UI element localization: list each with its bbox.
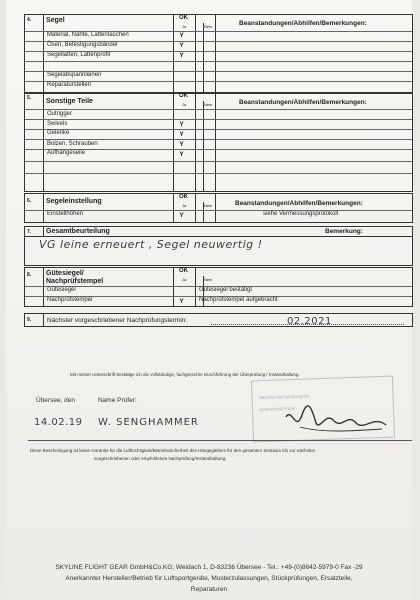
item-label: Bolzen, Schrauben	[47, 141, 98, 147]
section-gesamtbeurteilung	[24, 226, 413, 266]
inspector-name: W. SENGHAMMER	[98, 417, 199, 428]
section-number: 8.	[27, 272, 32, 278]
item-label: Gütesiegel	[47, 287, 76, 293]
ok-mark: Y	[179, 151, 184, 158]
confirmation-text: Mit meiner Unterschrift bestätige ich die vollständige, fachgerechte Durchführung der Überprüfung / Instandhaltung.	[70, 372, 300, 377]
item-label: Segellatten, Lattenprofil	[47, 52, 111, 58]
section-title: Segeleinstellung	[46, 198, 102, 205]
item-label: Outrigger	[47, 111, 73, 117]
inspection-sheet	[6, 0, 412, 600]
section-segel	[24, 14, 413, 94]
item-label: Gelenke	[47, 130, 70, 136]
ok-mark: Y	[179, 32, 184, 39]
footer-repairs: Reparaturen	[190, 586, 228, 593]
item-label: Reparaturstellen	[47, 82, 92, 88]
stamp-text: Unterschrift Prüfer	[258, 405, 296, 413]
ok-mark: Y	[179, 212, 184, 219]
section-number: 6.	[27, 198, 32, 204]
ok-mark: Y	[179, 131, 184, 138]
disclaimer-line-2: vorgeschriebenen oder empfohlenen Nachprüfung/Instandhaltung.	[94, 456, 227, 461]
remarks-header: Beanstandungen/Abhilfen/Bemerkungen:	[239, 20, 367, 27]
item-label: Segelabspannleinen	[47, 72, 102, 78]
ja-label: Ja	[182, 24, 187, 29]
place-label: Übersee, den	[36, 397, 76, 404]
section-title: Gütesiegel/	[46, 270, 84, 277]
section-sonstige-teile	[24, 92, 413, 192]
item-label: Einstellhöhen	[47, 211, 84, 217]
ok-mark: Y	[179, 52, 184, 59]
ok-mark: Y	[179, 121, 184, 128]
nein-label: Nein	[204, 203, 213, 208]
signature-line	[28, 440, 412, 441]
handwritten-date: 14.02.19	[34, 417, 83, 428]
bemerkung-header: Bemerkung:	[325, 228, 363, 235]
stamp-text: Nächste Nachprüfung bis	[258, 393, 310, 401]
ok-header: OK	[179, 194, 188, 200]
section-title: Nachprüfstempel	[46, 278, 104, 285]
item-label: Ösen, Befestigungsbänder	[47, 42, 119, 48]
ja-label: Ja	[182, 203, 187, 208]
nein-label: Nein	[204, 102, 213, 107]
ja-label: Ja	[182, 102, 187, 107]
item-remark: siehe Vermessungsprotokoll	[263, 211, 339, 217]
section-number: 4.	[27, 17, 32, 23]
ok-header: OK	[179, 93, 188, 99]
termin-date: 02.2021	[287, 316, 332, 327]
ja-label: Ja	[182, 277, 187, 282]
ok-mark: Y	[179, 298, 184, 305]
ok-header: OK	[179, 15, 188, 21]
section-number: 9.	[27, 317, 32, 323]
inspector-label: Name Prüfer:	[98, 397, 137, 404]
footer-company: SKYLINE FLIGHT GEAR GmbH&Co.KG; Weidach 1, D-83236 Übersee - Tel.: +49-(0)8642-5979-0 Fax -29	[55, 564, 363, 571]
item-label: Aufhängeseile	[47, 150, 86, 156]
ok-mark: Y	[179, 141, 184, 148]
termin-label: Nächster vorgeschriebener Nachprüfungstermin:	[47, 317, 188, 324]
footer-description: Anerkannter Hersteller/Betrieb für Luftsportgeräte, Musterzulassungen, Stückprüfungen, Ersatzteile,	[65, 575, 353, 582]
ok-header: OK	[179, 268, 188, 274]
nein-label: Nein	[204, 24, 213, 29]
section-naechster-termin	[24, 313, 413, 327]
ok-mark: Y	[179, 42, 184, 49]
signature-scribble	[282, 403, 392, 437]
item-label: Swivels	[47, 121, 68, 127]
section-segeleinstellung	[24, 193, 413, 223]
section-guetesiegel	[24, 267, 413, 307]
item-remark: Gütesiegel bestätigt	[199, 287, 253, 293]
nein-label: Nein	[204, 277, 213, 282]
remarks-header: Beanstandungen/Abhilfen/Bemerkungen:	[239, 99, 367, 106]
item-label: Material, Nähte, Lattentaschen	[47, 32, 129, 38]
item-remark: Nachprüfstempel aufgebracht	[199, 297, 278, 303]
section-title: Gesamtbeurteilung	[46, 228, 110, 235]
assessment-handwriting: VG leine erneuert , Segel neuwertig !	[39, 238, 263, 251]
section-number: 5.	[27, 95, 32, 101]
section-title: Sonstige Teile	[46, 98, 93, 105]
section-title: Segel	[46, 17, 65, 24]
item-label: Nachprüfstempel	[47, 297, 93, 303]
section-number: 7.	[27, 229, 32, 235]
remarks-header: Beanstandungen/Abhilfen/Bemerkungen:	[235, 200, 363, 207]
disclaimer-line-1: Diese Bescheinigung ist keine Garantie für die Lufttüchtigkeit/Betriebssicherheit des Hängegleiters für den gesamten Zeitraum bis zur nächsten	[30, 448, 316, 453]
